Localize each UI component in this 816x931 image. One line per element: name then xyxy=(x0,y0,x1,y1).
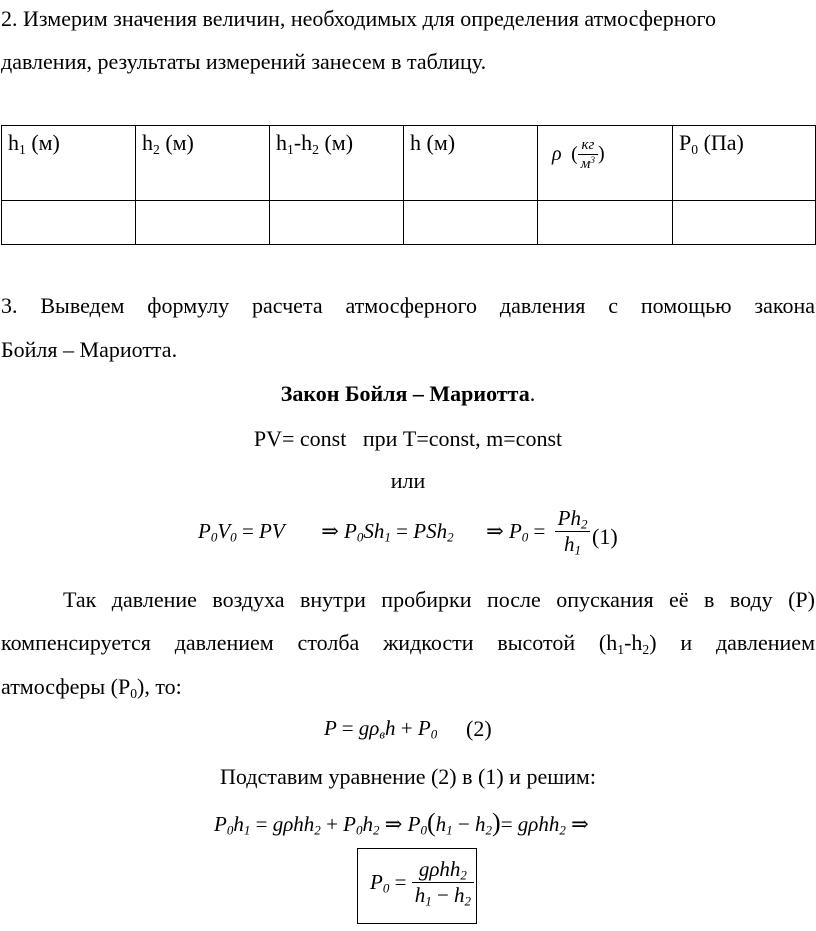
law-heading: Закон Бойля – Мариотта. xyxy=(280,381,536,406)
header-h1-minus-h2: $h_1-h_2$ (м) xyxy=(270,126,404,201)
paragraph-line-3: атмосферы $(P_0)$, то: xyxy=(1,674,182,701)
cell-empty xyxy=(2,201,136,245)
paragraph-line-1: Так давление воздуха внутри пробирки после опускания её в воду (P) xyxy=(63,587,815,612)
section-2-line-2: давления, результаты измерений занесем в таблицу. xyxy=(1,49,487,74)
equation-3: $P_0h_1 = g\rho hh_2 + P_0h_2$ ⇒ $P_0(h_1 - h_2)= g\rho hh_2$ ⇒ xyxy=(214,808,589,838)
header-h1: $h_1$ (м) xyxy=(2,126,136,201)
section-2-line-1: 2. Измерим значения величин, необходимых для определения атмосферного xyxy=(1,6,716,31)
measurement-table xyxy=(1,125,816,245)
equation-1-number: (1) xyxy=(592,524,618,549)
cell-empty xyxy=(136,201,270,245)
header-p0: $P_0$ (Па) xyxy=(673,126,816,201)
final-formula-box xyxy=(357,848,477,924)
section-3-line-2: Бойля – Мариотта. xyxy=(1,337,178,362)
final-formula: $P_0$ = $\frac{g\rho hh_2}{h_1 - h_2}$ xyxy=(370,857,474,908)
paragraph-line-2: компенсируется давлением столба жидкости высотой $(h_1-h_2)$ и давлением xyxy=(1,630,815,657)
cell-empty xyxy=(270,201,404,245)
equation-2: $P = g\rho_вh + P_0$ xyxy=(324,716,438,742)
equation-1: $P_0V_0$ = PV ⇒ $P_0Sh_1 = PSh_2$ ⇒ $P_0$ = $\frac{Ph_2}{h_1}$ xyxy=(198,506,590,557)
table-empty-row xyxy=(2,201,816,245)
cell-empty xyxy=(404,201,538,245)
header-h: h (м) xyxy=(404,126,538,201)
or-word: или xyxy=(390,468,426,493)
law-statement: PV= const при T=const, m=const xyxy=(253,426,563,451)
header-density: ρ ( $\frac{кг}{м^3}$ ) xyxy=(538,126,673,201)
section-3-line-1: 3. Выведем формулу расчета атмосферного давления с помощью закона xyxy=(1,293,815,318)
cell-empty xyxy=(538,201,673,245)
cell-empty xyxy=(673,201,816,245)
table-header-row xyxy=(2,126,816,201)
substitute-text: Подставим уравнение (2) в (1) и решим: xyxy=(220,764,596,789)
header-h2: $h_2$ (м) xyxy=(136,126,270,201)
equation-2-number: (2) xyxy=(466,716,492,741)
